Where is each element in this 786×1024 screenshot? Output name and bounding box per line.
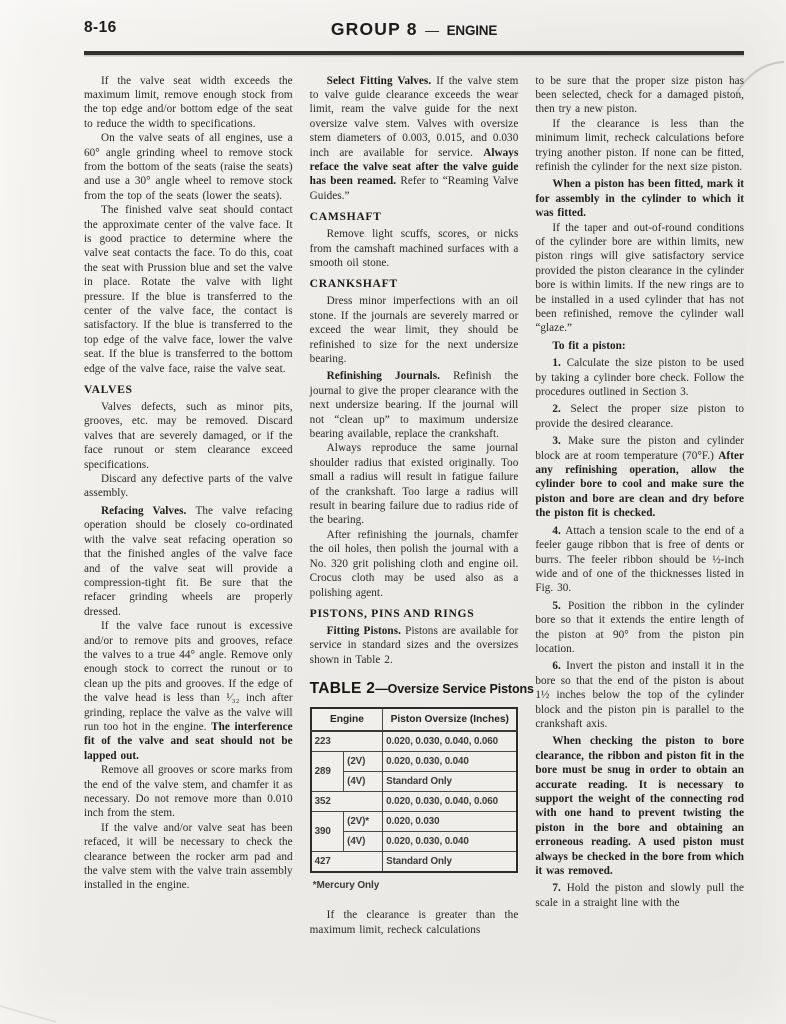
page-header — [84, 0, 744, 49]
paragraph — [84, 504, 293, 619]
bold-text-run: 7. — [552, 882, 567, 895]
bold-text-run: After any refinishing operation, allow the cylinder bore to cool and make sure the piston and bore are clean and dry before the piston fit is checked. — [535, 449, 745, 520]
paragraph — [310, 294, 519, 366]
paragraph — [310, 528, 519, 600]
text-run: The valve refacing operation should be closely co-ordinated with the valve seat refacing operation so that the finished angles of the valve face and of the valve seat will provide a compression-tight fit. Be sure that the refacer grinding wheels are properly dressed. — [84, 504, 293, 618]
oversize-cell: 0.020, 0.030, 0.040, 0.060 — [383, 792, 518, 812]
column-middle — [309, 74, 534, 937]
oversize-cell: Standard Only — [383, 852, 518, 873]
section-heading: CAMSHAFT — [309, 210, 382, 224]
paragraph — [84, 472, 293, 501]
header-rule — [84, 51, 744, 55]
oversize-cell: 0.020, 0.030, 0.040, 0.060 — [383, 731, 518, 752]
group-title: GROUP 8 — [330, 19, 418, 39]
scan-scratch-mark — [0, 1002, 58, 1024]
paragraph — [535, 599, 744, 657]
engine-cell: 289 — [311, 752, 344, 792]
table-header-oversize: Piston Oversize (Inches) — [383, 708, 518, 731]
paragraph — [84, 763, 293, 821]
text-run: On the valve seats of all engines, use a 60° angle grinding wheel to remove stock from the bottom of the seats (raise the seats) and use a 30° angle wheel to remove stock from the top of the seats (lower the seats). — [84, 132, 293, 202]
text-run: After refinishing the journals, chamfer the oil holes, then polish the journal with a No. 320 grit polishing cloth and engine oil. Crocus cloth may be used also as a polishing agent. — [309, 528, 519, 599]
page-columns — [84, 74, 744, 937]
bold-text-run: 1. — [552, 357, 567, 370]
text-run: If the valve and/or valve seat has been refaced, it will be necessary to check the clearance between the rocker arm pad and the valve stem with the valve train assembly installed in the engine. — [84, 821, 293, 892]
section-heading: VALVES — [84, 383, 133, 397]
oversize-cell: 0.020, 0.030 — [383, 812, 518, 832]
bold-text-run: Fitting Pistons. — [326, 624, 406, 637]
table-row — [311, 792, 518, 812]
paragraph — [310, 74, 519, 204]
text-run: Valves defects, such as minor pits, grooves, etc. may be removed. Discard valves that are severely damaged, or if the face runout or stem clearance exceed specifications. — [84, 401, 293, 471]
engine-variant-cell: (4V) — [344, 772, 383, 792]
bold-text-run: Refinishing Journals. — [326, 370, 454, 383]
paragraph — [84, 821, 293, 893]
table-row — [311, 812, 518, 832]
text-run: If the taper and out-of-round conditions of the cylinder bore are within limits, new piston rings will give satisfactory service provided the piston clearance in the cylinder bore is within limits. If the new rings are to be installed in a used cylinder that has not been refinished, remove the cylinder wall “glaze.” — [535, 221, 745, 335]
column-left — [84, 74, 293, 937]
oversize-cell: Standard Only — [383, 772, 518, 792]
paragraph — [84, 203, 293, 376]
text-run: Pistons are available for service in standard sizes and the oversizes shown in Table 2. — [309, 624, 519, 666]
paragraph — [84, 400, 293, 472]
bold-text-run: 5. — [552, 599, 569, 612]
paragraph — [535, 881, 744, 910]
bold-text-run: Always reface the valve seat after the valve guide has been reamed. — [309, 146, 519, 188]
text-run: If the valve face runout is excessive and/or to remove pits and grooves, reface the valves to a true 44° angle. Remove only enough stock to correct the runout or to clean up the pits and grooves. If the edge of the valve head is less than ¹⁄₃₂ inch after grinding, replace the valve as the valve will run too hot in the engine. — [84, 620, 293, 733]
oversize-pistons-table — [310, 707, 519, 873]
paragraph — [535, 221, 744, 336]
text-run: Attach a tension scale to the end of a feeler gauge ribbon that is free of dents or burrs. The feeler ribbon should be ½-inch wide and of one of the thicknesses listed in Fig. 30. — [535, 524, 745, 595]
bold-text-run: The interference fit of the valve and seat should not be lapped out. — [84, 720, 293, 762]
paragraph — [535, 402, 744, 431]
text-run: Remove all grooves or score marks from the end of the valve stem, and chamfer it as necessary. Do not remove more than 0.010 inch from the stem. — [84, 764, 293, 820]
section-heading: CRANKSHAFT — [309, 277, 398, 291]
text-run: The finished valve seat should contact the approximate center of the valve face. It is good practice to determine where the valve seat contacts the face. To do this, coat the seat with Prussion blue and set the valve in place. Rotate the valve with light pressure. If the blue is transferred to the center of the valve face, the contact is satisfactory. If the blue is transferred to the top edge of the valve face, lower the valve seat. If the blue is transferred to the bottom edge of the valve face, raise the valve seat. — [84, 204, 293, 375]
page-number: 8-16 — [84, 19, 117, 36]
title-dash: — — [425, 22, 440, 38]
text-run: Refinish the journal to give the proper clearance with the next undersize bearing. If the journal will not “clean up” to maximum undersize bearing available, replace the crankshaft. — [309, 370, 519, 441]
text-run: If the valve seat width exceeds the maximum limit, remove enough stock from the top edge and/or bottom edge of the seat to reduce the width to specifications. — [84, 74, 293, 130]
page-content — [84, 0, 744, 937]
table-title — [309, 680, 534, 698]
paragraph — [84, 619, 293, 763]
paragraph — [535, 659, 744, 731]
text-run: Select the proper size piston to provide the desired clearance. — [535, 403, 745, 430]
text-run: Discard any defective parts of the valve assembly. — [84, 473, 293, 500]
paragraph — [535, 117, 744, 175]
text-run: Refer to “Reaming Valve Guides.” — [309, 175, 519, 202]
table-row — [311, 752, 518, 772]
table-title-rest: —Oversize Service Pistons — [375, 682, 534, 697]
bold-text-run: Refacing Valves. — [101, 504, 196, 517]
text-run: Make sure the piston and cylinder block are at room temperature (70°F.) — [535, 435, 745, 462]
table-header-engine: Engine — [311, 708, 383, 731]
paragraph — [84, 131, 293, 203]
oversize-cell: 0.020, 0.030, 0.040 — [383, 752, 518, 772]
paragraph — [535, 339, 744, 353]
text-run: Position the ribbon in the cylinder bore so that it extends the entire length of the piston at 90° from the piston pin location. — [535, 599, 745, 655]
text-run: Invert the piston and install it in the bore so that the end of the piston is about 1½ inches below the top of the cylinder block and the piston pin is parallel to the crankshaft axis. — [535, 660, 745, 730]
text-run: Dress minor imperfections with an oil stone. If the journals are severely marred or exceed the wear limit, they should be refinished to size for the next undersize bearing. — [309, 295, 519, 365]
engine-variant-cell: (4V) — [344, 832, 383, 852]
text-run: Calculate the size piston to be used by taking a cylinder bore check. Follow the procedures outlined in Section 3. — [535, 357, 745, 399]
engine-cell: 352 — [311, 792, 383, 812]
bold-text-run: 6. — [552, 660, 567, 673]
text-run: Remove light scuffs, scores, or nicks from the camshaft machined surfaces with a smooth oil stone. — [309, 228, 519, 269]
text-run: to be sure that the proper size piston has been selected, check for a damaged piston, then try a new piston. — [535, 74, 745, 116]
paragraph — [535, 74, 744, 117]
engine-variant-cell: (2V) — [344, 752, 383, 772]
paragraph — [535, 524, 744, 596]
column-right — [535, 74, 744, 937]
section-heading: PISTONS, PINS AND RINGS — [309, 606, 475, 620]
bold-text-run: When a piston has been fitted, mark it for assembly in the cylinder to which it was fitted. — [535, 178, 745, 220]
text-run: If the clearance is less than the minimum limit, recheck calculations before trying another piston. If none can be fitted, refinish the cylinder for the next size piston. — [535, 117, 745, 173]
paragraph — [535, 734, 744, 878]
engine-variant-cell: (2V)* — [344, 812, 383, 832]
bold-text-run: 3. — [552, 435, 569, 448]
text-run: If the clearance is greater than the maximum limit, recheck calculations — [309, 909, 519, 936]
text-run: Always reproduce the same journal shoulder radius that existed originally. Too small a radius will result in fatigue failure of the crankshaft. Too large a radius will result in bearing failure due to radius ride of the bearing. — [309, 442, 519, 527]
table-row — [311, 852, 518, 873]
bold-text-run: Select Fitting Valves. — [326, 74, 437, 87]
paragraph — [310, 441, 519, 527]
paragraph — [535, 434, 744, 520]
section-title: ENGINE — [446, 23, 498, 38]
paragraph — [310, 369, 519, 441]
bold-text-run: When checking the piston to bore clearance, the ribbon and piston fit in the bore must be snug in order to obtain an accurate reading. It is necessary to support the weight of the connecting rod with one hand to prevent twisting the piston in the bore and obtaining an erroneous reading. A used piston must always be checked in the bore from which it was removed. — [535, 735, 745, 878]
page-title — [84, 19, 744, 40]
paragraph — [535, 356, 744, 399]
paragraph — [84, 74, 293, 132]
paragraph — [310, 624, 519, 667]
text-run: Hold the piston and slowly pull the scale in a straight line with the — [535, 882, 745, 909]
bold-text-run: 4. — [552, 524, 566, 537]
paragraph — [310, 227, 519, 270]
bold-text-run: To fit a piston: — [552, 339, 626, 352]
paragraph — [310, 908, 519, 937]
engine-cell: 390 — [311, 812, 344, 852]
bold-text-run: 2. — [552, 403, 571, 416]
paragraph — [535, 177, 744, 220]
table-title-lead: TABLE 2 — [309, 680, 376, 698]
table-row — [311, 731, 518, 752]
text-run: If the valve stem to valve guide clearance exceeds the wear limit, ream the valve guide for the next oversize valve stem. Valves with oversize stem diameters of 0.003, 0.015, and 0.030 inch are available for service. — [309, 74, 519, 159]
engine-cell: 427 — [311, 852, 383, 873]
oversize-cell: 0.020, 0.030, 0.040 — [383, 832, 518, 852]
engine-cell: 223 — [311, 731, 383, 752]
table-footnote: *Mercury Only — [312, 880, 380, 892]
